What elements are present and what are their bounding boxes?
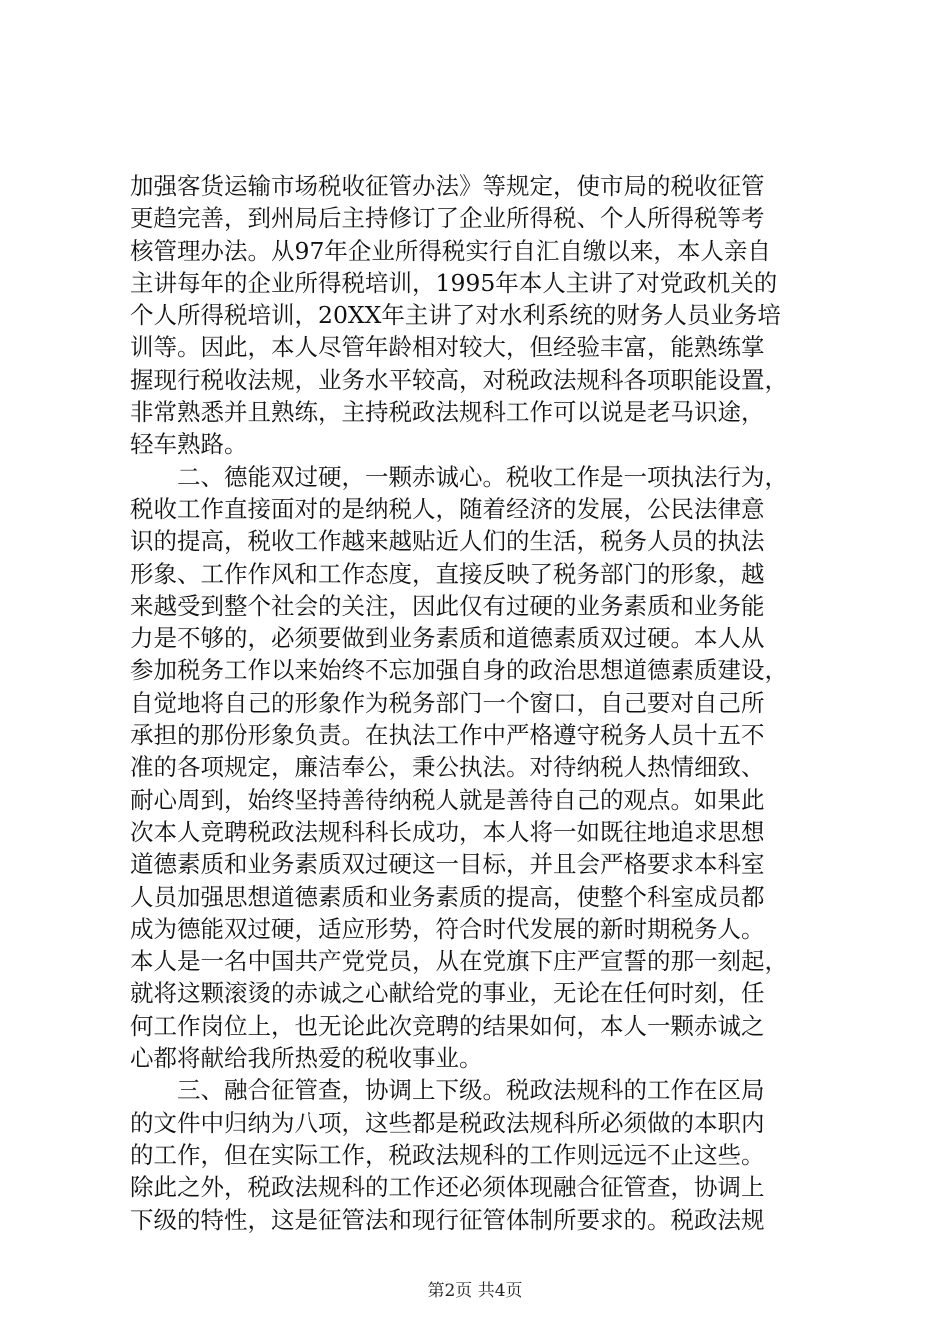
text-line: 准的各项规定，廉洁奉公，秉公执法。对待纳税人热情细致、 <box>130 753 765 782</box>
page-footer <box>0 1280 950 1302</box>
text-line: 心都将献给我所热爱的税收事业。 <box>130 1044 483 1073</box>
text-line: 来越受到整个社会的关注，因此仅有过硬的业务素质和业务能 <box>130 591 765 620</box>
text-line: 耐心周到，始终坚持善待纳税人就是善待自己的观点。如果此 <box>130 785 765 814</box>
text-line: 三、融合征管查，协调上下级。税政法规科的工作在区局 <box>130 1076 765 1105</box>
text-line: 非常熟悉并且熟练，主持税政法规科工作可以说是老马识途， <box>130 398 765 427</box>
text-line: 主讲每年的企业所得税培训，1995年本人主讲了对党政机关的 <box>130 268 778 297</box>
text-line: 成为德能双过硬，适应形势，符合时代发展的新时期税务人。 <box>130 914 765 943</box>
text-line: 道德素质和业务素质双过硬这一目标，并且会严格要求本科室 <box>130 850 765 879</box>
text-line: 参加税务工作以来始终不忘加强自身的政治思想道德素质建设， <box>130 656 788 685</box>
text-line: 轻车熟路。 <box>130 430 248 459</box>
text-line: 核管理办法。从97年企业所得税实行自汇自缴以来，本人亲自 <box>130 236 771 265</box>
text-line: 自觉地将自己的形象作为税务部门一个窗口，自己要对自己所 <box>130 688 765 717</box>
text-line: 个人所得税培训，20XX年主讲了对水利系统的财务人员业务培 <box>130 301 781 330</box>
text-line: 承担的那份形象负责。在执法工作中严格遵守税务人员十五不 <box>130 721 765 750</box>
text-line: 握现行税收法规，业务水平较高，对税政法规科各项职能设置， <box>130 365 788 394</box>
text-line: 加强客货运输市场税收征管办法》等规定，使市局的税收征管 <box>130 172 765 200</box>
text-line: 何工作岗位上，也无论此次竞聘的结果如何，本人一颗赤诚之 <box>130 1011 765 1040</box>
body-text <box>130 170 830 1236</box>
text-line: 形象、工作作风和工作态度，直接反映了税务部门的形象，越 <box>130 559 765 588</box>
text-line: 二、德能双过硬，一颗赤诚心。税收工作是一项执法行为， <box>130 462 788 491</box>
text-line: 的工作，但在实际工作，税政法规科的工作则远远不止这些。 <box>130 1140 765 1169</box>
text-line: 下级的特性，这是征管法和现行征管体制所要求的。税政法规 <box>130 1205 765 1234</box>
text-line: 就将这颗滚烫的赤诚之心献给党的事业，无论在任何时刻，任 <box>130 979 765 1008</box>
text-line: 的文件中归纳为八项，这些都是税政法规科所必须做的本职内 <box>130 1108 765 1137</box>
text-line: 更趋完善，到州局后主持修订了企业所得税、个人所得税等考 <box>130 204 765 233</box>
text-line: 除此之外，税政法规科的工作还必须体现融合征管查，协调上 <box>130 1173 765 1202</box>
text-line: 次本人竞聘税政法规科科长成功，本人将一如既往地追求思想 <box>130 817 765 846</box>
text-line: 力是不够的，必须要做到业务素质和道德素质双过硬。本人从 <box>130 624 765 653</box>
page-number: 第2页 共4页 <box>427 1281 523 1301</box>
text-line: 税收工作直接面对的是纳税人，随着经济的发展，公民法律意 <box>130 494 765 523</box>
text-line: 识的提高，税收工作越来越贴近人们的生活，税务人员的执法 <box>130 527 765 556</box>
text-line: 训等。因此，本人尽管年龄相对较大，但经验丰富，能熟练掌 <box>130 333 765 362</box>
text-line: 本人是一名中国共产党党员，从在党旗下庄严宣誓的那一刻起， <box>130 947 788 976</box>
text-line: 人员加强思想道德素质和业务素质的提高，使整个科室成员都 <box>130 882 765 911</box>
